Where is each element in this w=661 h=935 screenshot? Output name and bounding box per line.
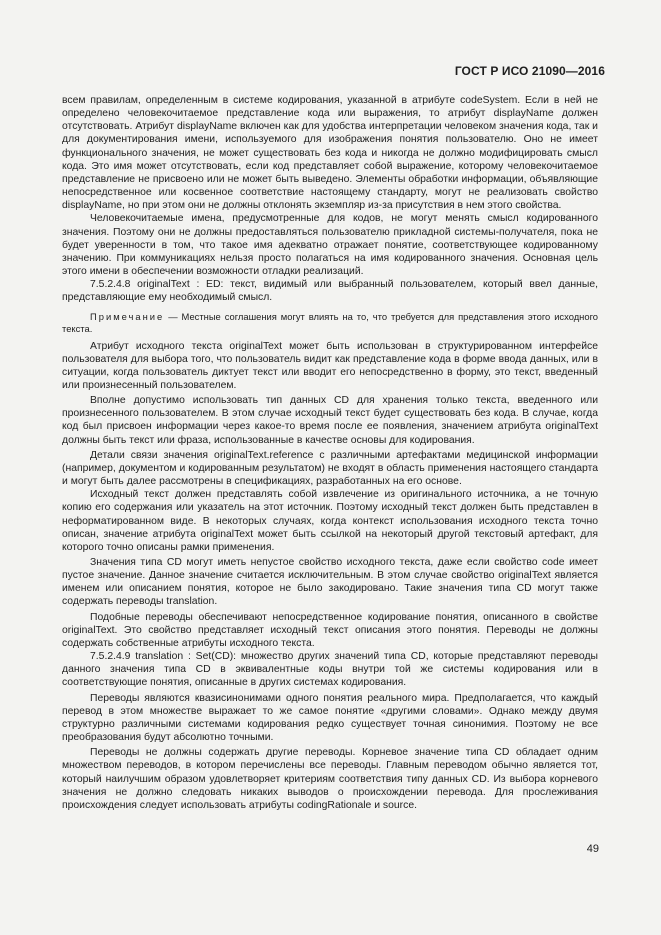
paragraph: Исходный текст должен представлять собой извлечение из оригинального источника, а не точную копию его содержания или указатель на этот источник. Поэтому исходный текст должен быть представлен в неформатированном виде. В некоторых случаях, когда контекст использования исходного текста точно описан, значение атрибута originalText может быть ссылкой на некоторый другой текстовый артефакт, для которого точно описаны рамки применения. <box>62 489 598 553</box>
note-label: Примечание <box>90 310 165 322</box>
paragraph: Атрибут исходного текста originalText может быть использован в структурированном интерфейсе пользователя для выбора того, что пользователь видит как представление кода в форме ввода данных, или в ситуации, когда пользователь диктует текст или вводит его непосредственно в форму, это текст, введенный или произнесенный пользователем. <box>62 340 598 391</box>
paragraph: Подобные переводы обеспечивают непосредственное кодирование понятия, описанного в свойстве originalText. Это свойство представляет исходный текст описания этого понятия. Переводы не должны содержать собственные атрибуты исходного текста. <box>62 611 598 649</box>
document-header: ГОСТ Р ИСО 21090—2016 <box>454 64 605 78</box>
paragraph: Переводы не должны содержать другие переводы. Корневое значение типа CD обладает одним множеством переводов, в котором перечислены все переводы. Главным переводом обычно является тот, который наилучшим образом удовлетворяет критериям соответствия типу данных CD. Из выбора корневого значения не должно следовать никаких выводов о происхождении перевода. Для прослеживания происхождения следует использовать атрибуты codingRationale и source. <box>62 747 598 811</box>
note <box>62 311 598 335</box>
paragraph: 7.5.2.4.8 originalText : ED: текст, видимый или выбранный пользователем, который ввел данные, представляющие ему необходимый смысл. <box>62 279 598 304</box>
paragraph: Детали связи значения originalText.reference с различными артефактами медицинской информации (например, документом и кодированным результатом) не входят в область применения настоящего стандарта и могут быть далее рассмотрены в спецификациях, разработанных на его основе. <box>62 449 598 488</box>
document-body <box>62 94 598 812</box>
paragraph: Человекочитаемые имена, предусмотренные для кодов, не могут менять смысл кодированного значения. Поэтому они не должны предоставляться пользователю прикладной системы-получателя, пока не будет уверенности в том, что такое имя адекватно отражает понятие, соответствующее кодированному значению. При коммуникациях нельзя просто полагаться на имя кодированного значения. Основная цель этого имени в обеспечении возможности отладки реализаций. <box>62 213 598 278</box>
paragraph: Переводы являются квазисинонимами одного понятия реального мира. Предполагается, что каждый перевод в этом множестве выражает то же самое понятие «другими словами». Однако между двумя структурно различными системами кодирования редко существует точная синонимия. Поэтому не все преобразования будут абсолютно точными. <box>62 692 598 744</box>
note-text: Местные соглашения могут влиять на то, что требуется для представления этого исходного текста. <box>62 310 598 334</box>
page-number: 49 <box>586 843 599 855</box>
paragraph: Вполне допустимо использовать тип данных CD для хранения только текста, введенного или произнесенного пользователем. В этом случае исходный текст будет существовать без кода. В случае, когда код был присвоен информации через какое-то время после ее появления, значением атрибута originalText должны быть текст или фраза, использованные в качестве основы для кодирования. <box>62 395 598 446</box>
paragraph: всем правилам, определенным в системе кодирования, указанной в атрибуте codeSystem. Если в ней не определено человекочитаемое представление кода или выражения, то атрибут displayName должен отсутствовать. Атрибут displayName включен как для удобства интерпретации человеком значения кода, так и для документирования имени, используемого для изображения понятия пользователю. Оно не имеет функционального значения, не может существовать без кода и никогда не должно модифицировать смысл кода. Это имя может отсутствовать, если код представляет собой выражение, которому человекочитаемое представление не присвоено или не может быть выведено. Элементы обработки информации, объявляющие непосредственное или косвенное соответствие настоящему стандарту, могут не реализовать свойство displayName, но при этом они не должны отклонять экземпляр из-за присутствия в нем этого свойства. <box>62 95 598 212</box>
note-dash: — <box>164 310 182 322</box>
paragraph: 7.5.2.4.9 translation : Set(CD): множество других значений типа CD, которые представляют переводы данного значения типа CD в эквивалентные коды внутри той же системы кодирования или в соответствующие понятия, описанные в других системах кодирования. <box>62 651 598 689</box>
paragraph: Значения типа CD могут иметь непустое свойство исходного текста, даже если свойство code имеет пустое значение. Данное значение считается исключительным. В этом случае свойство originalText является именем или описанием понятия, которое не было закодировано. Такие значения типа CD могут также содержать переводы translation. <box>62 557 598 608</box>
